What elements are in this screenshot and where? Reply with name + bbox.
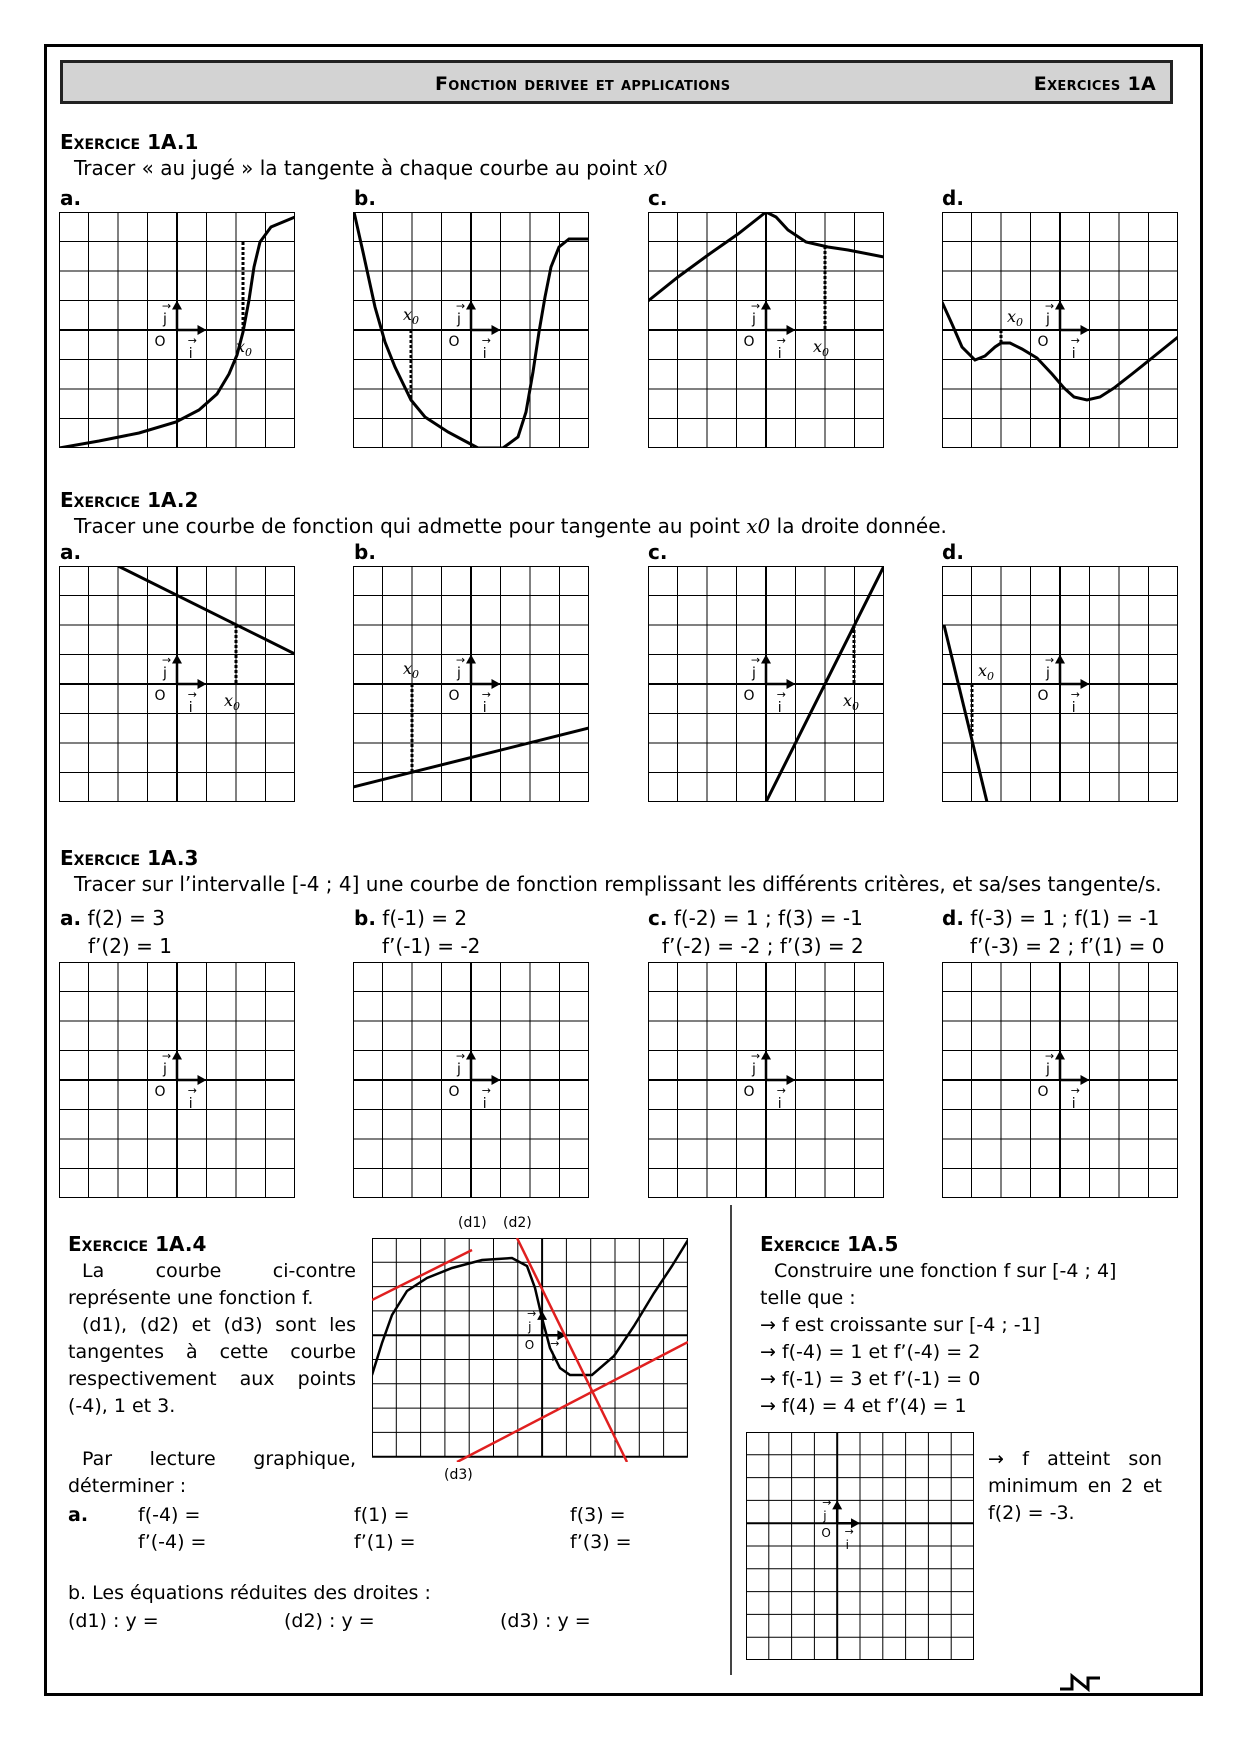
- origin-label: O: [743, 688, 755, 704]
- ex1-graph-d: [942, 212, 1178, 448]
- x0-subscript: 0: [1016, 316, 1024, 329]
- word: graphique,: [253, 1448, 357, 1470]
- ex2-label-d: d.: [942, 540, 964, 564]
- ex4-part-b: b. Les équations réduites des droites :: [68, 1582, 431, 1604]
- i-label: i: [845, 1538, 849, 1553]
- ex1-instruction-var: x0: [643, 156, 668, 180]
- ex1-graph-b: [353, 212, 589, 448]
- grid-layer: [59, 962, 295, 1198]
- j-label: j: [1046, 1061, 1050, 1078]
- j-vector-arrow: →: [456, 299, 466, 313]
- j-label: j: [457, 311, 461, 328]
- ex1-graph-a: [59, 212, 295, 448]
- i-label: i: [482, 1096, 487, 1112]
- word: lecture: [149, 1448, 216, 1470]
- criteria-value: f(-3) = 1 ; f(1) = -1: [970, 906, 1160, 930]
- criteria-value: f(-1) = 2: [382, 906, 468, 930]
- ex4-eq-d2[interactable]: (d2) : y =: [284, 1610, 375, 1632]
- arrow-i: [1081, 679, 1090, 689]
- arrow-j: [1055, 301, 1065, 310]
- page-title: Fonction derivee et applications: [435, 73, 731, 95]
- x0-subscript: 0: [412, 314, 420, 327]
- origin-label: O: [154, 688, 166, 704]
- grid-layer: [648, 566, 884, 802]
- arrow-i: [198, 325, 207, 335]
- ex4-answer-f-m4[interactable]: f(-4) =: [138, 1504, 201, 1526]
- ex2-label-c: c.: [648, 540, 668, 564]
- ex2-label-a: a.: [60, 540, 82, 564]
- ex4-para1-line2: représente une fonction f.: [68, 1287, 314, 1309]
- i-label: i: [777, 346, 782, 362]
- criteria-line1: [942, 904, 1165, 932]
- j-label: j: [1046, 665, 1050, 682]
- ex3-criteria-c: [648, 904, 864, 960]
- i-vector-arrow: →: [187, 1084, 197, 1097]
- ex3-instruction: Tracer sur l’intervalle [-4 ; 4] une courbe de fonction remplissant les différents critères, et sa/ses tangente/s.: [74, 872, 1162, 896]
- grid-layer: [59, 566, 295, 802]
- criteria-value: f(-2) = 1 ; f(3) = -1: [673, 906, 863, 930]
- tangent-d1: [372, 1250, 472, 1300]
- arrow-j: [466, 655, 476, 664]
- arrow-i: [787, 679, 796, 689]
- arrow-j: [761, 301, 771, 310]
- origin-label: O: [743, 1084, 755, 1100]
- word: Par: [82, 1448, 113, 1470]
- origin-label: O: [448, 688, 460, 704]
- arrow-j: [832, 1500, 842, 1509]
- ex1-label-a: a.: [60, 186, 82, 210]
- arrow-j: [761, 1051, 771, 1060]
- x0-subscript: 0: [987, 670, 995, 683]
- grid-layer: [353, 212, 589, 448]
- j-vector-arrow: →: [456, 653, 466, 667]
- i-label: i: [482, 700, 487, 716]
- i-vector-arrow: →: [481, 334, 491, 347]
- origin-label: O: [1037, 334, 1049, 350]
- arrow-j: [761, 655, 771, 664]
- ex5-item-2: → f(-4) = 1 et f’(-4) = 2: [760, 1341, 981, 1363]
- grid-layer: [942, 212, 1178, 448]
- ex2-graph-a: [59, 566, 295, 802]
- x0-label: $x_0$: [236, 337, 253, 359]
- j-vector-arrow: →: [162, 299, 172, 313]
- ex4-para2-line2: tangentes à cette courbe: [68, 1341, 356, 1363]
- grid-layer: [353, 566, 589, 802]
- origin-label: O: [448, 1084, 460, 1100]
- ex5-item-3: → f(-1) = 3 et f’(-1) = 0: [760, 1368, 981, 1390]
- ex4-answer-fp-1[interactable]: f’(1) =: [354, 1531, 416, 1553]
- ex5-line2: telle que :: [760, 1287, 856, 1309]
- ex1-instruction-text: Tracer « au jugé » la tangente à chaque courbe au point: [74, 156, 644, 180]
- j-label: j: [1046, 311, 1050, 328]
- x0-label: $x_0$: [813, 337, 830, 359]
- origin-label: O: [524, 1338, 535, 1353]
- ex4-answer-fp-3[interactable]: f’(3) =: [570, 1531, 632, 1553]
- ex3-criteria-d: [942, 904, 1165, 960]
- ex2-graph-b: [353, 566, 589, 802]
- origin-label: O: [154, 1084, 166, 1100]
- ex4-para3-line1: [68, 1446, 356, 1473]
- arrow-i: [787, 325, 796, 335]
- ex4-label-d1: (d1): [458, 1215, 487, 1231]
- arrow-i: [492, 679, 501, 689]
- ex5-side-line3: f(2) = -3.: [988, 1502, 1075, 1524]
- criteria-line1: [354, 904, 480, 932]
- x0-subscript: 0: [412, 668, 420, 681]
- page-header: [60, 60, 1173, 104]
- j-vector-arrow: →: [751, 1049, 761, 1063]
- j-label: j: [752, 311, 756, 328]
- column-separator: [730, 1205, 732, 1675]
- grid-layer: [648, 962, 884, 1198]
- ex5-line1: Construire une fonction f sur [-4 ; 4]: [774, 1260, 1117, 1282]
- exercise-ref: Exercices 1A: [1033, 73, 1156, 95]
- arrow-i: [492, 1075, 501, 1085]
- criteria-line2: f’(-1) = -2: [382, 934, 481, 958]
- ex2-label-b: b.: [354, 540, 376, 564]
- word: ci-contre: [272, 1260, 356, 1282]
- x0-label: $x_0$: [1007, 307, 1024, 329]
- grid-layer: [648, 212, 884, 448]
- ex2-instruction: [74, 514, 947, 538]
- criteria-value: f(2) = 3: [87, 906, 166, 930]
- i-label: i: [551, 1350, 555, 1365]
- arrow-j: [172, 655, 182, 664]
- x0-subscript: 0: [852, 700, 860, 713]
- arrow-j: [466, 1051, 476, 1060]
- j-label: j: [457, 665, 461, 682]
- origin-label: O: [154, 334, 166, 350]
- grid-layer: [942, 962, 1178, 1198]
- ex2-graph-c: [648, 566, 884, 802]
- i-label: i: [1071, 1096, 1076, 1112]
- ex4-answer-f-3[interactable]: f(3) =: [570, 1504, 626, 1526]
- i-vector-arrow: →: [776, 334, 786, 347]
- i-vector-arrow: →: [844, 1525, 854, 1539]
- x0-label: $x_0$: [843, 691, 860, 713]
- i-label: i: [188, 346, 193, 362]
- x0-label: $x_0$: [978, 661, 995, 683]
- criteria-line2: f’(-2) = -2 ; f’(3) = 2: [662, 934, 864, 958]
- ex4-para3-line2: déterminer :: [68, 1475, 187, 1497]
- ex4-part-a-label: a.: [68, 1504, 89, 1526]
- ex3-criteria-a: [60, 904, 172, 960]
- j-label: j: [163, 1061, 167, 1078]
- ex2-graph-d: [942, 566, 1178, 802]
- arrow-i: [787, 1075, 796, 1085]
- x0-subscript: 0: [822, 346, 830, 359]
- word: courbe: [155, 1260, 222, 1282]
- arrow-i: [492, 325, 501, 335]
- j-vector-arrow: →: [751, 653, 761, 667]
- arrow-i: [1081, 1075, 1090, 1085]
- part-label: c.: [648, 906, 668, 930]
- part-label: d.: [942, 906, 964, 930]
- origin-label: O: [821, 1526, 831, 1541]
- origin-label: O: [743, 334, 755, 350]
- origin-label: O: [448, 334, 460, 350]
- ex2-instruction-pre: Tracer une courbe de fonction qui admette pour tangente au point: [74, 514, 747, 538]
- j-vector-arrow: →: [751, 299, 761, 313]
- i-vector-arrow: →: [550, 1337, 560, 1351]
- ex5-title: Exercice 1A.5: [760, 1232, 899, 1256]
- ex1-title: Exercice 1A.1: [60, 130, 199, 154]
- j-vector-arrow: →: [162, 653, 172, 667]
- x0-label: $x_0$: [403, 305, 420, 327]
- i-label: i: [777, 1096, 782, 1112]
- j-vector-arrow: →: [1045, 1049, 1055, 1063]
- arrow-j: [172, 301, 182, 310]
- arrow-i: [198, 1075, 207, 1085]
- grid-layer: [353, 962, 589, 1198]
- j-label: j: [752, 1061, 756, 1078]
- ex3-graph-a[interactable]: [59, 962, 295, 1198]
- ex2-title: Exercice 1A.2: [60, 488, 199, 512]
- x0-label: $x_0$: [224, 691, 241, 713]
- j-vector-arrow: →: [1045, 299, 1055, 313]
- i-label: i: [482, 346, 487, 362]
- ex4-para2-line3: respectivement aux points: [68, 1368, 356, 1390]
- ex4-para2-line4: (-4), 1 et 3.: [68, 1395, 176, 1417]
- origin-label: O: [1037, 1084, 1049, 1100]
- corner-mark: [1060, 1668, 1200, 1692]
- criteria-line2: f’(-3) = 2 ; f’(1) = 0: [970, 934, 1165, 958]
- x0-subscript: 0: [245, 346, 253, 359]
- i-label: i: [1071, 700, 1076, 716]
- i-vector-arrow: →: [481, 688, 491, 701]
- i-label: i: [188, 700, 193, 716]
- i-label: i: [1071, 346, 1076, 362]
- i-vector-arrow: →: [1070, 1084, 1080, 1097]
- ex5-item-1: → f est croissante sur [-4 ; -1]: [760, 1314, 1041, 1336]
- origin-label: O: [1037, 688, 1049, 704]
- j-vector-arrow: →: [822, 1495, 832, 1509]
- part-label: a.: [60, 906, 82, 930]
- arrow-j: [1055, 1051, 1065, 1060]
- ex5-side-line1: → f atteint son: [988, 1448, 1162, 1470]
- ex3-graph-c[interactable]: [648, 962, 884, 1198]
- i-vector-arrow: →: [187, 334, 197, 347]
- arrow-i: [198, 679, 207, 689]
- ex3-graph-d[interactable]: [942, 962, 1178, 1198]
- ex5-graph[interactable]: [746, 1432, 974, 1660]
- ex4-answer-f-1[interactable]: f(1) =: [354, 1504, 410, 1526]
- grid-layer: [746, 1432, 974, 1660]
- arrow-j: [1055, 655, 1065, 664]
- i-vector-arrow: →: [1070, 688, 1080, 701]
- j-label: j: [752, 665, 756, 682]
- i-label: i: [188, 1096, 193, 1112]
- part-label: b.: [354, 906, 376, 930]
- criteria-line1: [648, 904, 864, 932]
- ex4-label-d3: (d3): [444, 1467, 473, 1483]
- ex5-side-line2: minimum en 2 et: [988, 1475, 1162, 1497]
- i-vector-arrow: →: [481, 1084, 491, 1097]
- i-label: i: [777, 700, 782, 716]
- ex2-instruction-post: la droite donnée.: [770, 514, 947, 538]
- j-vector-arrow: →: [162, 1049, 172, 1063]
- ex4-para2-line1: (d1), (d2) et (d3) sont les: [82, 1314, 356, 1336]
- arrow-i: [1081, 325, 1090, 335]
- j-label: j: [163, 311, 167, 328]
- x0-label: $x_0$: [403, 659, 420, 681]
- i-vector-arrow: →: [776, 688, 786, 701]
- j-label: j: [823, 1508, 827, 1523]
- arrow-j: [466, 301, 476, 310]
- criteria-line2: f’(2) = 1: [88, 934, 172, 958]
- ex3-graph-b[interactable]: [353, 962, 589, 1198]
- ex2-instruction-var: x0: [746, 514, 771, 538]
- j-vector-arrow: →: [1045, 653, 1055, 667]
- ex4-eq-d3[interactable]: (d3) : y =: [500, 1610, 591, 1632]
- ex1-instruction: [74, 156, 668, 180]
- corner-notch: [1060, 1676, 1100, 1689]
- word: La: [82, 1260, 105, 1282]
- ex4-label-d2: (d2): [503, 1215, 532, 1231]
- ex4-graph: [372, 1238, 688, 1462]
- j-label: j: [163, 665, 167, 682]
- j-vector-arrow: →: [456, 1049, 466, 1063]
- x0-subscript: 0: [233, 700, 241, 713]
- i-vector-arrow: →: [1070, 334, 1080, 347]
- ex4-para1-line1: [68, 1258, 356, 1285]
- arrow-j: [172, 1051, 182, 1060]
- i-vector-arrow: →: [776, 1084, 786, 1097]
- ex4-answer-fp-m4[interactable]: f’(-4) =: [138, 1531, 207, 1553]
- ex1-graph-c: [648, 212, 884, 448]
- ex4-title: Exercice 1A.4: [68, 1232, 207, 1256]
- j-vector-arrow: →: [527, 1307, 537, 1321]
- ex3-title: Exercice 1A.3: [60, 846, 199, 870]
- ex1-label-d: d.: [942, 186, 964, 210]
- ex5-item-4: → f(4) = 4 et f’(4) = 1: [760, 1395, 967, 1417]
- ex3-criteria-b: [354, 904, 480, 960]
- ex4-eq-d1[interactable]: (d1) : y =: [68, 1610, 159, 1632]
- i-vector-arrow: →: [187, 688, 197, 701]
- criteria-line1: [60, 904, 172, 932]
- j-label: j: [457, 1061, 461, 1078]
- ex1-label-c: c.: [648, 186, 668, 210]
- j-label: j: [528, 1320, 532, 1335]
- ex1-label-b: b.: [354, 186, 376, 210]
